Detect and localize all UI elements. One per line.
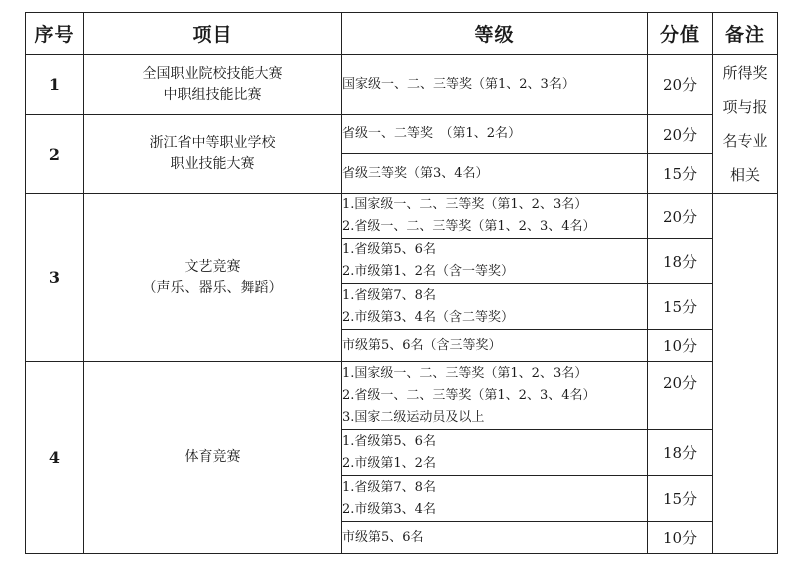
score-cell: 20分 — [648, 55, 713, 115]
project-cell — [84, 194, 342, 362]
note-line: 相关 — [729, 166, 760, 184]
header-grade: 等级 — [342, 13, 648, 55]
grade-line: 2.市级第3、4名（含二等奖） — [342, 309, 514, 325]
grade-line: 1.省级第5、6名 — [342, 433, 436, 449]
row-seq: 1 — [26, 55, 84, 115]
score-cell: 15分 — [648, 476, 713, 522]
header-note: 备注 — [713, 13, 778, 55]
scoring-table — [25, 12, 778, 554]
grade-cell — [342, 284, 648, 330]
table-row — [26, 55, 778, 115]
header-row — [26, 13, 778, 55]
grade-cell — [342, 430, 648, 476]
project-line: （声乐、器乐、舞蹈） — [142, 279, 283, 296]
table-row — [26, 362, 778, 430]
note-line: 名专业 — [722, 132, 768, 150]
note-line: 所得奖 — [722, 64, 768, 82]
note-cell-empty — [713, 194, 778, 554]
header-score: 分值 — [648, 13, 713, 55]
project-cell — [84, 362, 342, 554]
score-cell: 10分 — [648, 330, 713, 362]
grade-line: 1.国家级一、二、三等奖（第1、2、3名） — [342, 197, 588, 212]
score-cell: 18分 — [648, 430, 713, 476]
project-line: 文艺竞赛 — [184, 258, 241, 275]
grade-line: 1.省级第7、8名 — [342, 287, 436, 303]
score-cell: 18分 — [648, 239, 713, 284]
grade-cell — [342, 194, 648, 239]
grade-cell — [342, 476, 648, 522]
project-line: 全国职业院校技能大赛 — [142, 65, 283, 82]
note-line: 项与报 — [722, 98, 768, 116]
grade-line: 省级一、二等奖 （第1、2名） — [342, 126, 522, 141]
header-seq: 序号 — [26, 13, 84, 55]
score-cell: 15分 — [648, 154, 713, 194]
score-cell: 15分 — [648, 284, 713, 330]
table-row — [26, 115, 778, 154]
row-seq: 4 — [26, 362, 84, 554]
grade-line: 国家级一、二、三等奖（第1、2、3名） — [342, 76, 575, 92]
grade-cell — [342, 330, 648, 362]
grade-line: 1.国家级一、二、三等奖（第1、2、3名） — [342, 365, 588, 381]
grade-cell — [342, 154, 648, 194]
grade-line: 2.市级第3、4名 — [342, 501, 436, 517]
score-cell: 20分 — [648, 115, 713, 154]
grade-cell — [342, 55, 648, 115]
note-cell — [713, 55, 778, 194]
row-seq: 2 — [26, 115, 84, 194]
grade-line: 市级第5、6名（含三等奖） — [342, 337, 502, 353]
score-cell: 20分 — [648, 194, 713, 239]
score-cell: 20分 — [648, 362, 713, 430]
grade-cell — [342, 522, 648, 554]
grade-line: 2.省级一、二、三等奖（第1、2、3、4名） — [342, 387, 596, 403]
project-line: 中职组技能比赛 — [163, 86, 262, 103]
grade-line: 3.国家二级运动员及以上 — [342, 409, 485, 425]
grade-line: 1.省级第5、6名 — [342, 242, 436, 257]
project-cell — [84, 55, 342, 115]
grade-line: 省级三等奖（第3、4名） — [342, 165, 489, 181]
grade-cell — [342, 115, 648, 154]
row-seq: 3 — [26, 194, 84, 362]
grade-line: 2.省级一、二、三等奖（第1、2、3、4名） — [342, 219, 596, 234]
score-cell: 10分 — [648, 522, 713, 554]
project-line: 职业技能大赛 — [170, 156, 255, 172]
grade-line: 市级第5、6名 — [342, 529, 424, 545]
grade-line: 1.省级第7、8名 — [342, 479, 436, 495]
header-project: 项目 — [84, 13, 342, 55]
project-line: 体育竞赛 — [184, 449, 241, 465]
grade-cell — [342, 239, 648, 284]
grade-cell — [342, 362, 648, 430]
project-line: 浙江省中等职业学校 — [149, 135, 276, 151]
table-row — [26, 194, 778, 239]
grade-line: 2.市级第1、2名 — [342, 455, 436, 471]
grade-line: 2.市级第1、2名（含一等奖） — [342, 264, 514, 279]
project-cell — [84, 115, 342, 194]
